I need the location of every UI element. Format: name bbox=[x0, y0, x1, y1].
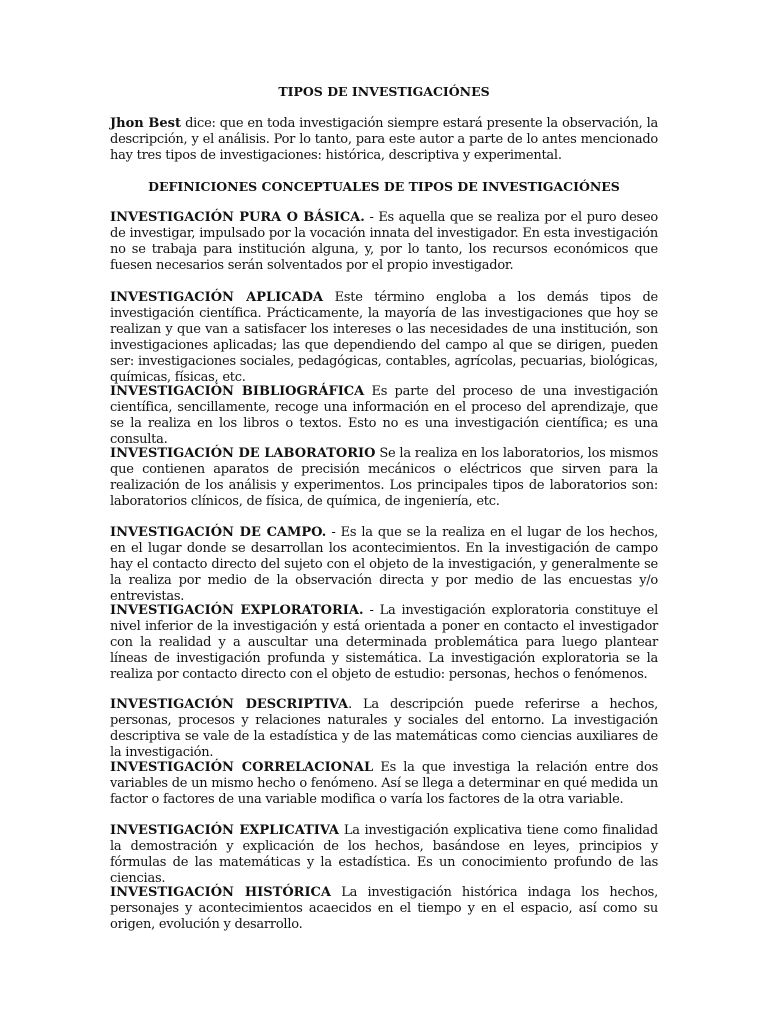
intro-author: Jhon Best bbox=[110, 116, 182, 131]
section-laboratorio bbox=[110, 446, 658, 510]
section-text: Este término engloba a los demás tipos de investigación científica. Prácticamente, la mayoría de las investigaciones que hoy se realizan y que van a satisfacer los intereses o las necesidades de una institución, son investigaciones aplicadas; las que dependiendo del campo al que se dirigen, pueden ser: investigaciones sociales, pedagógicas, contables, agrícolas, pecuarias, biológicas, químicas, físicas, etc. bbox=[110, 290, 658, 385]
section-text: . La descripción puede referirse a hechos, personas, procesos y relaciones naturales y sociales del entorno. La investigación descriptiva se vale de la estadística y de las matemáticas como ciencias auxiliares de la investigación. bbox=[110, 697, 658, 760]
intro-paragraph bbox=[110, 116, 658, 164]
document-subtitle: DEFINICIONES CONCEPTUALES DE TIPOS DE INVESTIGACIÓNES bbox=[148, 179, 620, 194]
section-correlacional bbox=[110, 760, 658, 808]
section-term: INVESTIGACIÓN EXPLICATIVA bbox=[110, 823, 340, 838]
section-historica bbox=[110, 885, 658, 933]
section-aplicada bbox=[110, 290, 658, 385]
section-term: INVESTIGACIÓN CORRELACIONAL bbox=[110, 760, 374, 775]
document-title: TIPOS DE INVESTIGACIÓNES bbox=[278, 84, 490, 99]
section-pura-basica bbox=[110, 210, 658, 274]
section-text: Se la realiza en los laboratorios, los mismos que contienen aparatos de precisión mecánicos o eléctricos que sirven para la realización de los análisis y experimentos. Los principales tipos de laboratorios son: laboratorios clínicos, de física, de química, de ingeniería, etc. bbox=[110, 446, 659, 509]
section-text: La investigación explicativa tiene como finalidad la demostración y explicación de los hechos, basándose en leyes, principios y fórmulas de las matemáticas y la estadística. Es un conocimiento profundo de las ciencias. bbox=[110, 823, 658, 886]
section-explicativa bbox=[110, 823, 658, 887]
section-term: INVESTIGACIÓN BIBLIOGRÁFICA bbox=[110, 384, 365, 399]
section-term: INVESTIGACIÓN EXPLORATORIA. bbox=[110, 603, 364, 618]
document-page bbox=[110, 0, 658, 1024]
section-text: - La investigación exploratoria constituye el nivel inferior de la investigación y está orientada a poner en contacto el investigador con la realidad y a auscultar una determinada problemática para luego plantear líneas de investigación profunda y sistemática. La investigación exploratoria se la realiza por contacto directo con el objeto de estudio: personas, hechos o fenómenos. bbox=[110, 603, 658, 682]
section-text: La investigación histórica indaga los hechos, personajes y acontecimientos acaecidos en el tiempo y en el espacio, así como su origen, evolución y desarrollo. bbox=[110, 885, 658, 932]
section-text: Es la que investiga la relación entre dos variables de un mismo hecho o fenómeno. Así se llega a determinar en qué medida un factor o factores de una variable modifica o varía los factores de la otra variable. bbox=[110, 760, 659, 807]
section-bibliografica bbox=[110, 384, 658, 448]
intro-text: dice: que en toda investigación siempre estará presente la observación, la descripción, y el análisis. Por lo tanto, para este autor a parte de lo antes mencionado hay tres tipos de investigaciones: histórica, descriptiva y experimental. bbox=[110, 116, 659, 163]
section-term: INVESTIGACIÓN DESCRIPTIVA bbox=[110, 697, 349, 712]
section-term: INVESTIGACIÓN DE LABORATORIO bbox=[110, 446, 376, 461]
section-term: INVESTIGACIÓN DE CAMPO. bbox=[110, 525, 327, 540]
section-text: - Es aquella que se realiza por el puro deseo de investigar, impulsado por la vocación innata del investigador. En esta investigación no se trabaja para institución alguna, y, por lo tanto, los recursos económicos que fuesen necesarios serán solventados por el propio investigador. bbox=[110, 210, 658, 273]
section-campo bbox=[110, 525, 658, 605]
section-term: INVESTIGACIÓN HISTÓRICA bbox=[110, 885, 331, 900]
section-term: INVESTIGACIÓN APLICADA bbox=[110, 290, 324, 305]
section-text: - Es la que se la realiza en el lugar de los hechos, en el lugar donde se desarrollan los acontecimientos. En la investigación de campo hay el contacto directo del sujeto con el objeto de la investigación, y generalmente se la realiza por medio de la observación directa y por medio de las encuestas y/o entrevistas. bbox=[110, 525, 658, 604]
section-descriptiva bbox=[110, 697, 658, 761]
section-term: INVESTIGACIÓN PURA O BÁSICA. bbox=[110, 210, 365, 225]
section-exploratoria bbox=[110, 603, 658, 683]
section-text: Es parte del proceso de una investigación científica, sencillamente, recoge una información en el proceso del aprendizaje, que se la realiza en los libros o textos. Esto no es una investigación científica; es una consulta. bbox=[110, 384, 658, 447]
